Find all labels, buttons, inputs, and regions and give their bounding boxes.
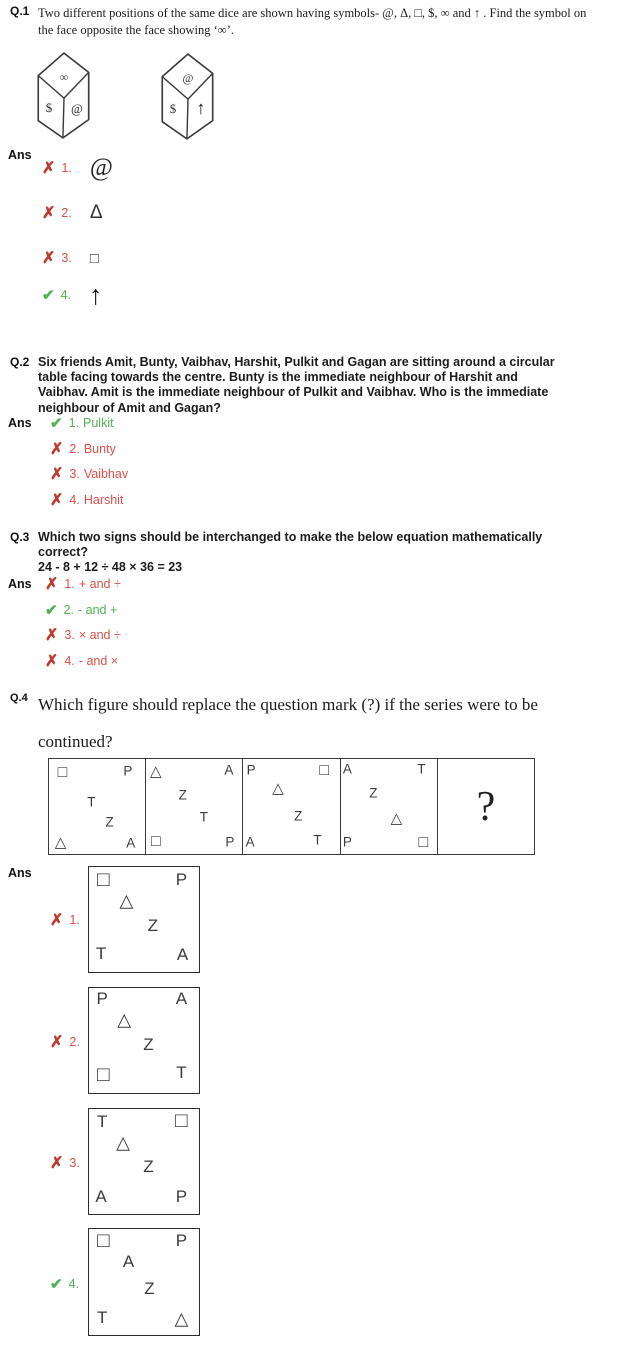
letter-symbol: A — [175, 988, 188, 1008]
option-label: Bunty — [83, 441, 116, 456]
triangle-symbol: △ — [390, 809, 403, 827]
q4-option-3-figure — [88, 1108, 200, 1215]
svg-text:@: @ — [182, 70, 194, 85]
triangle-symbol: △ — [117, 1009, 132, 1029]
square-symbol: □ — [319, 762, 330, 780]
q3-option-2 — [45, 602, 121, 618]
q1-question-text — [38, 5, 630, 39]
letter-symbol: A — [176, 945, 189, 965]
option-number: 1. — [61, 161, 72, 175]
q4-option-4-mark — [50, 1275, 83, 1293]
wrong-mark-icon: ✗ — [50, 1155, 64, 1172]
q2-ans-label: Ans — [8, 416, 32, 430]
option-label: Harshit — [83, 492, 124, 507]
option-number: 3. — [69, 467, 80, 481]
q4-option-1-figure — [88, 866, 200, 973]
letter-symbol: T — [96, 1111, 108, 1131]
q2-options — [50, 415, 128, 517]
q4-number: Q.4 — [10, 692, 28, 704]
wrong-mark-icon: ✗ — [42, 250, 56, 267]
q2-text-line4: neighbour of Amit and Gagan? — [38, 400, 221, 415]
q3-number: Q.3 — [10, 530, 30, 544]
series-strip — [48, 758, 535, 855]
q2-text-line2: table facing towards the centre. Bunty is the immediate neighbour of Harshit and — [38, 370, 518, 385]
letter-symbol: P — [175, 869, 188, 889]
option-number: 3. — [64, 628, 75, 642]
square-symbol: □ — [150, 832, 161, 850]
option-symbol-at: @ — [89, 154, 113, 181]
letter-symbol: A — [224, 762, 234, 778]
triangle-symbol: △ — [150, 763, 162, 781]
wrong-mark-icon: ✗ — [50, 440, 64, 458]
option-number: 1. — [69, 913, 80, 927]
letter-symbol: Z — [144, 1279, 155, 1299]
wrong-mark-icon: ✗ — [42, 160, 56, 177]
letter-symbol: A — [342, 761, 352, 777]
q1-option-2 — [42, 196, 103, 230]
option-label: Pulkit — [83, 416, 114, 430]
series-cell-3 — [243, 759, 340, 854]
letter-symbol: T — [417, 761, 426, 777]
option-number: 2. — [69, 441, 80, 456]
q4-option-2-figure — [88, 987, 200, 1094]
q1-number: Q.1 — [10, 4, 30, 18]
option-number: 2. — [69, 1035, 80, 1049]
option-label: × and ÷ — [78, 628, 121, 642]
correct-mark-icon: ✔ — [50, 415, 63, 432]
letter-symbol: Z — [105, 814, 114, 830]
dice-figure-1 — [37, 52, 91, 145]
svg-text:∞: ∞ — [59, 69, 69, 84]
q4-option-4-figure — [88, 1228, 200, 1336]
wrong-mark-icon: ✗ — [45, 627, 59, 644]
q1-option-1 — [42, 151, 113, 185]
q2-text-line3: Vaibhav. Amit is the immediate neighbour of Pulkit and Vaibhav. Who is the immediate — [38, 385, 549, 400]
q3-text-line2: correct? — [38, 545, 89, 560]
wrong-mark-icon: ✗ — [50, 491, 64, 509]
letter-symbol: P — [175, 1230, 188, 1250]
q2-text-line1: Six friends Amit, Bunty, Vaibhav, Harshit, Pulkit and Gagan are sitting around a circular — [38, 355, 555, 369]
q3-ans-label: Ans — [8, 577, 32, 591]
svg-text:↑: ↑ — [196, 98, 206, 119]
option-number: 2. — [63, 602, 75, 617]
square-symbol: □ — [175, 1108, 188, 1132]
q4-option-1-mark — [50, 910, 84, 930]
letter-symbol: P — [225, 834, 235, 850]
option-label: + and ÷ — [78, 577, 121, 591]
svg-text:@: @ — [70, 102, 83, 117]
triangle-symbol: △ — [54, 833, 67, 851]
letter-symbol: A — [245, 834, 255, 850]
wrong-mark-icon: ✗ — [50, 912, 64, 929]
option-number: 3. — [69, 1156, 80, 1170]
letter-symbol: Z — [143, 1034, 154, 1054]
svg-text:$: $ — [45, 101, 53, 116]
option-label: - and × — [78, 653, 119, 668]
option-number: 2. — [61, 206, 72, 220]
letter-symbol: T — [199, 809, 209, 825]
series-cell-2 — [146, 759, 243, 854]
triangle-symbol: △ — [116, 1132, 131, 1153]
q1-text-line2: the face opposite the face showing ‘∞’. — [38, 23, 234, 37]
option-number: 1. — [68, 416, 80, 430]
option-number: 3. — [61, 251, 72, 265]
q1-option-3 — [42, 241, 99, 275]
letter-symbol: T — [95, 944, 107, 964]
square-symbol: □ — [57, 764, 68, 782]
wrong-mark-icon: ✗ — [50, 1034, 64, 1051]
q2-question-text — [38, 355, 588, 416]
option-symbol-triangle: Δ — [89, 202, 103, 223]
letter-symbol: A — [126, 835, 136, 851]
q4-option-2-mark — [50, 1032, 84, 1052]
letter-symbol: P — [342, 834, 352, 850]
dice-figure-2 — [161, 53, 215, 146]
option-number: 4. — [60, 288, 72, 302]
letter-symbol: T — [87, 794, 96, 810]
q3-option-1 — [45, 576, 121, 592]
wrong-mark-icon: ✗ — [50, 466, 64, 483]
q4-question-text — [38, 686, 598, 760]
correct-mark-icon: ✔ — [50, 1276, 63, 1293]
letter-symbol: A — [122, 1251, 135, 1271]
triangle-symbol: △ — [119, 890, 134, 911]
q3-option-4 — [45, 653, 121, 669]
q4-text-line1: Which figure should replace the question mark (?) if the series were to be — [38, 695, 538, 714]
q4-ans-label: Ans — [8, 866, 32, 880]
option-symbol-up-arrow: ↑ — [89, 279, 103, 310]
q3-question-text — [38, 530, 588, 576]
option-label: - and + — [78, 602, 118, 617]
q4-text-line2: continued? — [38, 732, 113, 751]
triangle-symbol: △ — [272, 780, 284, 798]
q2-option-2 — [50, 441, 128, 457]
square-symbol: □ — [418, 833, 429, 851]
correct-mark-icon: ✔ — [42, 287, 55, 304]
series-cell-1 — [49, 759, 146, 854]
letter-symbol: A — [95, 1187, 107, 1207]
letter-symbol: Z — [294, 808, 303, 824]
q3-equation: 24 - 8 + 12 ÷ 48 × 36 = 23 — [38, 560, 183, 575]
square-symbol: □ — [96, 867, 110, 891]
letter-symbol: T — [176, 1063, 187, 1083]
letter-symbol: P — [96, 988, 108, 1008]
letter-symbol: T — [96, 1308, 108, 1328]
square-symbol: □ — [96, 1228, 110, 1252]
option-number: 4. — [68, 1277, 80, 1291]
q2-number: Q.2 — [10, 355, 30, 369]
q2-option-3 — [50, 466, 128, 482]
q1-option-4 — [42, 278, 103, 312]
q4-option-3-mark — [50, 1153, 84, 1173]
series-cell-4 — [341, 759, 438, 854]
letter-symbol: Z — [147, 915, 158, 935]
option-number: 4. — [69, 492, 80, 507]
option-label: Vaibhav — [83, 467, 129, 481]
q3-option-3 — [45, 627, 121, 643]
q1-ans-label: Ans — [8, 148, 32, 162]
q3-text-line1: Which two signs should be interchanged to make the below equation mathematically — [38, 530, 543, 544]
wrong-mark-icon: ✗ — [42, 205, 56, 222]
wrong-mark-icon: ✗ — [45, 652, 59, 670]
option-symbol-square: □ — [89, 249, 99, 267]
triangle-symbol: △ — [174, 1308, 189, 1329]
letter-symbol: T — [313, 832, 322, 848]
question-mark-cell: ? — [476, 783, 496, 830]
q2-option-4 — [50, 492, 128, 508]
q2-option-1 — [50, 415, 128, 431]
letter-symbol: P — [175, 1187, 188, 1207]
option-number: 4. — [64, 653, 75, 668]
correct-mark-icon: ✔ — [45, 601, 58, 619]
wrong-mark-icon: ✗ — [45, 576, 59, 593]
option-number: 1. — [64, 577, 75, 591]
svg-text:$: $ — [169, 102, 177, 117]
square-symbol: □ — [96, 1063, 110, 1087]
letter-symbol: P — [246, 762, 256, 778]
q3-options — [45, 576, 121, 678]
letter-symbol: P — [123, 763, 133, 779]
q1-text-line1: Two different positions of the same dice are shown having symbols- @, Δ, □, $, ∞ and ↑ . Find the symbol on — [38, 6, 587, 20]
letter-symbol: Z — [143, 1156, 154, 1176]
letter-symbol: Z — [178, 787, 187, 803]
letter-symbol: Z — [369, 785, 378, 801]
